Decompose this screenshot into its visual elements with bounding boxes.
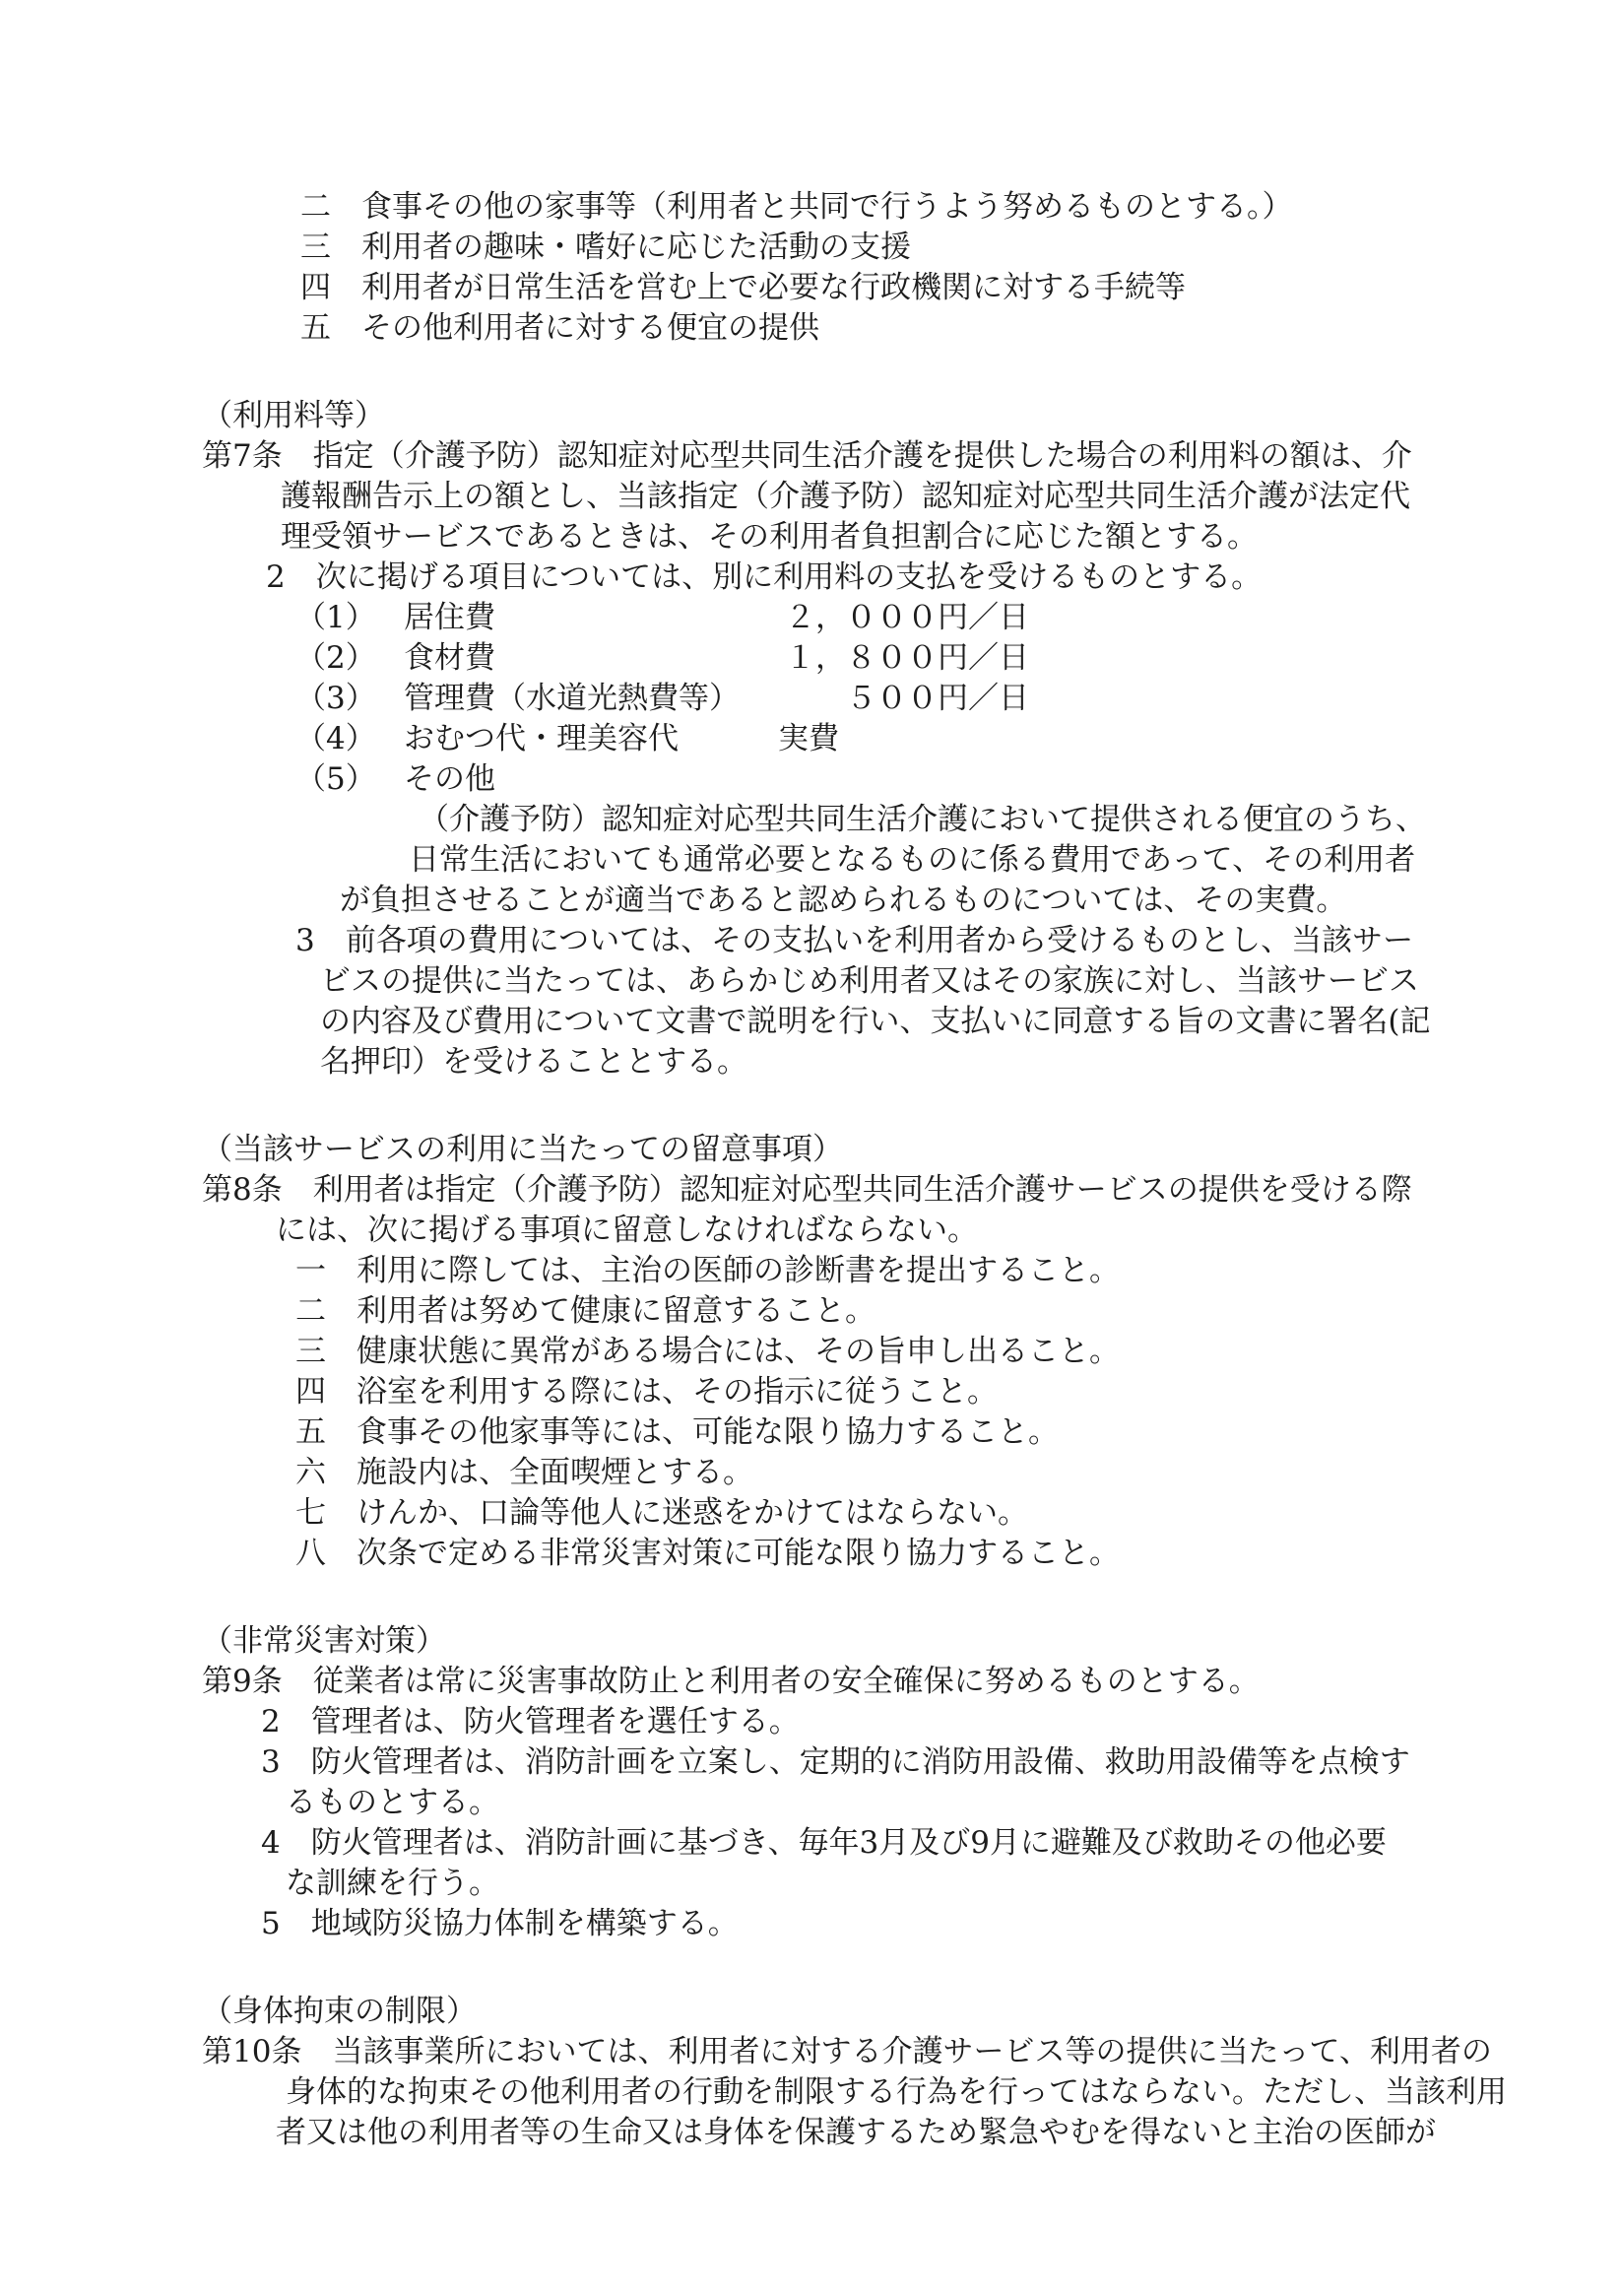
article-7-line: 理受領サービスであるときは、その利用者負担割合に応じた額とする。 — [281, 519, 1258, 555]
fee-number: （2） — [295, 640, 376, 676]
note-list-item: 五 食事その他家事等には、可能な限り協力すること。 — [295, 1414, 1059, 1450]
fee-price: ２，０００円／日 — [785, 600, 1029, 635]
article-9-paragraph: 5 地域防災協力体制を構築する。 — [261, 1906, 739, 1941]
note-list-item: 一 利用に際しては、主治の医師の診断書を提出すること。 — [295, 1253, 1120, 1288]
article-9-paragraph: な訓練を行う。 — [286, 1866, 499, 1901]
section-heading: （非常災害対策） — [202, 1623, 446, 1659]
section-disaster — [202, 1621, 1562, 1944]
fee-number: （3） — [295, 681, 376, 716]
fee-name: 管理費（水道光熱費等） — [404, 681, 740, 716]
section-fees — [202, 396, 1562, 1082]
fee-number: （4） — [295, 721, 376, 756]
article-8-line: には、次に掲げる事項に留意しなければならない。 — [276, 1213, 978, 1248]
section-user-notes — [202, 1130, 1562, 1574]
section-restraint — [202, 1992, 1562, 2153]
article-7-paragraph-3: ビスの提供に当たっては、あらかじめ利用者又はその家族に対し、当該サービス — [320, 963, 1419, 999]
article-9-line: 第9条 従業者は常に災害事故防止と利用者の安全確保に努めるものとする。 — [202, 1664, 1260, 1699]
note-list-item: 六 施設内は、全面喫煙とする。 — [295, 1455, 753, 1490]
top-duty-list — [202, 187, 1562, 349]
article-8-line: 第8条 利用者は指定（介護予防）認知症対応型共同生活介護サービスの提供を受ける際 — [202, 1172, 1412, 1208]
section-heading: （当該サービスの利用に当たっての留意事項） — [202, 1132, 843, 1167]
article-10-line: 者又は他の利用者等の生命又は身体を保護するため緊急やむを得ないと主治の医師が — [276, 2115, 1436, 2150]
article-10-line: 身体的な拘束その他利用者の行動を制限する行為を行ってはならない。ただし、当該利用 — [286, 2074, 1507, 2110]
fee-row — [295, 679, 1562, 719]
fee-name: 居住費 — [404, 600, 495, 635]
fee-number: （5） — [295, 761, 376, 797]
note-list-item: 三 健康状態に異常がある場合には、その旨申し出ること。 — [295, 1334, 1120, 1369]
section-heading: （利用料等） — [202, 398, 385, 433]
note-list-item: 二 利用者は努めて健康に留意すること。 — [295, 1293, 875, 1329]
note-list-item: 七 けんか、口論等他人に迷惑をかけてはならない。 — [295, 1495, 1028, 1531]
fee-price: １，８００円／日 — [785, 640, 1029, 676]
duty-list-item: 三 利用者の趣味・嗜好に応じた活動の支援 — [300, 230, 911, 265]
duty-list-item: 四 利用者が日常生活を営む上で必要な行政機関に対する手続等 — [300, 270, 1186, 305]
article-9-paragraph: 4 防火管理者は、消防計画に基づき、毎年3月及び9月に避難及び救助その他必要 — [261, 1825, 1387, 1861]
fee-row — [295, 598, 1562, 638]
fee-other-note-line: 日常生活においても通常必要となるものに係る費用であって、その利用者 — [409, 842, 1416, 878]
fee-name: 食材費 — [404, 640, 495, 676]
section-heading: （身体拘束の制限） — [202, 1994, 477, 2029]
fee-other-note-line: （介護予防）認知症対応型共同生活介護において提供される便宜のうち、 — [419, 802, 1426, 837]
fee-number: （1） — [295, 600, 376, 635]
duty-list-item: 二 食事その他の家事等（利用者と共同で行うよう努めるものとする。） — [300, 189, 1293, 225]
fee-other-note-line: が負担させることが適当であると認められるものについては、その実費。 — [340, 883, 1347, 918]
article-9-paragraph: るものとする。 — [286, 1785, 499, 1820]
fee-row — [295, 719, 1562, 759]
article-7-paragraph-3: の内容及び費用について文書で説明を行い、支払いに同意する旨の文書に署名(記 — [320, 1004, 1431, 1039]
fee-name: その他 — [404, 761, 495, 797]
article-7-paragraph-2: 2 次に掲げる項目については、別に利用料の支払を受けるものとする。 — [266, 559, 1263, 595]
fee-row — [295, 638, 1562, 679]
note-list-item: 四 浴室を利用する際には、その指示に従うこと。 — [295, 1374, 998, 1410]
fee-price: ５００円／日 — [846, 681, 1029, 716]
article-7-paragraph-3: 3 前各項の費用については、その支払いを利用者から受けるものとし、当該サー — [295, 923, 1414, 958]
fee-price: 実費 — [778, 721, 839, 756]
article-7-line: 第7条 指定（介護予防）認知症対応型共同生活介護を提供した場合の利用料の額は、介 — [202, 438, 1412, 474]
article-7-line: 護報酬告示上の額とし、当該指定（介護予防）認知症対応型共同生活介護が法定代 — [281, 479, 1410, 514]
fee-price — [778, 759, 1029, 800]
article-9-paragraph: 3 防火管理者は、消防計画を立案し、定期的に消防用設備、救助用設備等を点検す — [261, 1744, 1410, 1780]
fee-name: おむつ代・理美容代 — [404, 721, 679, 756]
article-10-line: 第10条 当該事業所においては、利用者に対する介護サービス等の提供に当たって、利用者の — [202, 2034, 1492, 2069]
article-9-paragraph: 2 管理者は、防火管理者を選任する。 — [261, 1704, 800, 1739]
fee-row — [295, 759, 1562, 800]
duty-list-item: 五 その他利用者に対する便宜の提供 — [300, 310, 819, 346]
article-7-paragraph-3: 名押印）を受けることとする。 — [320, 1044, 747, 1080]
note-list-item: 八 次条で定める非常災害対策に可能な限り協力すること。 — [295, 1536, 1120, 1571]
